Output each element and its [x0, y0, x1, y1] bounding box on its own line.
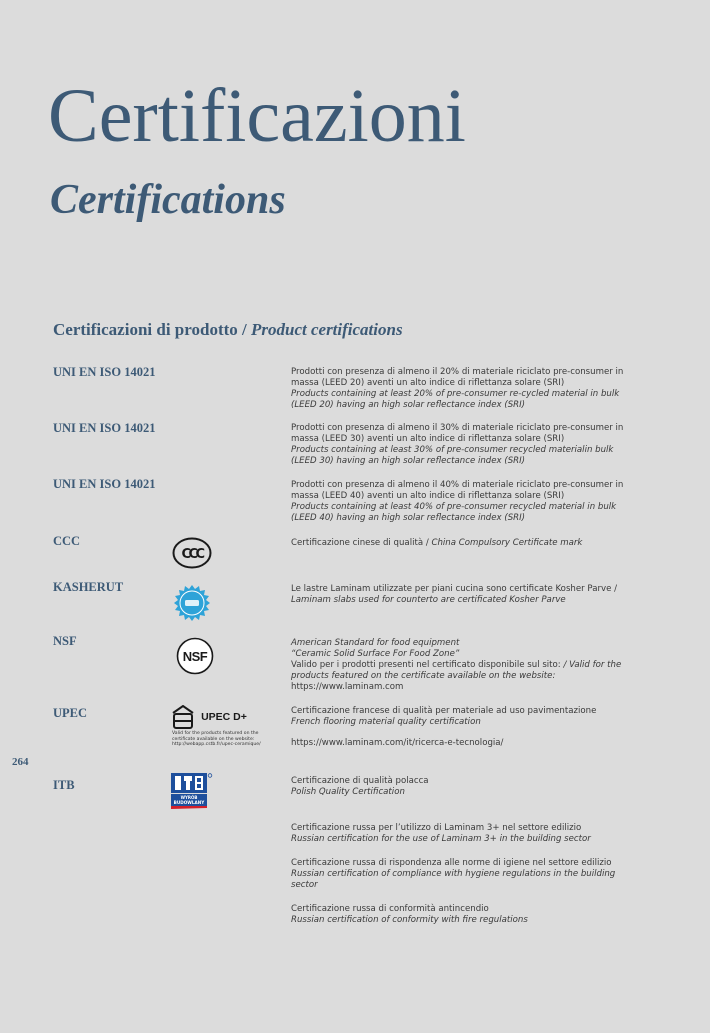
cert-text-it: Certificazione cinese di qualità /: [291, 538, 432, 548]
cert-text-it: Certificazione russa di conformità antincendio: [291, 904, 489, 914]
itb-logo-icon: [171, 773, 213, 809]
cert-text-en: Polish Quality Certification: [291, 787, 405, 797]
cert-text-en: Products containing at least 40% of pre-consumer recycled material in bulk (LEED 40) having an high solar reflectance index (SRI): [291, 502, 617, 523]
nsf-logo-text: NSF: [182, 649, 208, 664]
cert-text-it: Prodotti con presenza di almeno il 20% di materiale riciclato pre-consumer in massa (LEED 20) aventi un alto indice di riflettanza solare (SRI): [291, 367, 624, 388]
cert-text-kasherut: [291, 584, 631, 606]
cert-text-en: Products containing at least 30% of pre-consumer recycled materialin bulk (LEED 30) having an high solar reflectance index (SRI): [291, 445, 614, 466]
cert-text-en: French flooring material quality certification: [291, 717, 481, 727]
cert-label-ccc: CCC: [53, 534, 81, 548]
section-heading-en: Product certifications: [251, 320, 403, 339]
cert-text-iso-30: [291, 423, 631, 467]
cert-text-en-valid: / Valid for the products featured on the certificate available on the website:: [291, 660, 622, 681]
upec-logo-caption: [172, 731, 282, 748]
ccc-logo-text: CCC: [181, 547, 203, 562]
cert-text-russian-hygiene: [291, 858, 631, 891]
cert-text-russian-fire: [291, 904, 631, 926]
upec-logo-text: UPEC D+: [201, 711, 247, 723]
cert-text-it: Valido per i prodotti presenti nel certificato disponibile sul sito:: [291, 660, 564, 670]
upec-caption-line: certificate available on the website:: [172, 736, 255, 742]
cert-text-upec: [291, 706, 631, 749]
cert-text-en: Russian certification of compliance with hygiene regulations in the building sector: [291, 869, 616, 890]
cert-text-iso-40: [291, 480, 631, 524]
cert-text-en: Russian certification for the use of Laminam 3+ in the building sector: [291, 834, 591, 844]
itb-logo-line1: WYRÓB: [180, 795, 198, 800]
cert-text-russian-building: [291, 823, 631, 845]
cert-text-nsf: [291, 638, 631, 693]
cert-text-en: American Standard for food equipment: [291, 638, 460, 648]
cert-text-it: Prodotti con presenza di almeno il 40% di materiale riciclato pre-consumer in massa (LEED 40) aventi un alto indice di riflettanza solare (SRI): [291, 480, 624, 501]
cert-label-nsf: NSF: [53, 634, 77, 648]
upec-url-link[interactable]: https://www.laminam.com/it/ricerca-e-tecnologia/: [291, 738, 504, 748]
kosher-seal-icon: [172, 583, 212, 623]
upec-caption-url[interactable]: http://webapp.cstb.fr/upec-ceramique/: [172, 742, 261, 747]
qb-logo-icon: [172, 705, 194, 729]
cert-label-upec: UPEC: [53, 706, 88, 720]
nsf-url-link[interactable]: https://www.laminam.com: [291, 682, 404, 692]
cert-text-iso-20: [291, 367, 631, 411]
upec-caption-line: Valid for the products featured on the: [172, 731, 259, 736]
cert-text-it: Le lastre Laminam utilizzate per piani cucina sono certificate Kosher Parve /: [291, 584, 618, 594]
page-title: Certificazioni: [48, 74, 466, 158]
cert-label-kasherut: KASHERUT: [53, 580, 124, 594]
ccc-logo-icon: [172, 537, 212, 569]
cert-text-it: Certificazione francese di qualità per materiale ad uso pavimentazione: [291, 706, 597, 716]
itb-logo-line2: BUDOWLANY: [173, 800, 205, 805]
cert-text-en: China Compulsory Certificate mark: [431, 538, 583, 548]
upec-logo: [172, 705, 282, 748]
section-heading: [53, 320, 403, 340]
cert-text-en: Russian certification of conformity with fire regulations: [291, 915, 528, 925]
page-subtitle: Certifications: [50, 177, 286, 223]
cert-text-it: Certificazione russa per l’utilizzo di Laminam 3+ nel settore edilizio: [291, 823, 582, 833]
cert-label-itb: ITB: [53, 778, 75, 792]
section-heading-it: Certificazioni di prodotto /: [53, 320, 251, 339]
cert-label-iso-30: UNI EN ISO 14021: [53, 421, 156, 435]
nsf-logo-icon: [176, 637, 214, 675]
cert-text-en: Products containing at least 20% of pre-consumer re-cycled material in bulk (LEED 20) having an high solar reflectance index (SRI): [291, 389, 620, 410]
cert-text-en: Laminam slabs used for counterto are certificated Kosher Parve: [291, 595, 566, 605]
cert-text-ccc: [291, 538, 631, 549]
page-number: 264: [12, 756, 29, 768]
cert-text-en-quote: “Ceramic Solid Surface For Food Zone”: [291, 649, 460, 659]
cert-text-it: Certificazione di qualità polacca: [291, 776, 429, 786]
cert-text-it: Certificazione russa di rispondenza alle norme di igiene nel settore edilizio: [291, 858, 612, 868]
cert-label-iso-20: UNI EN ISO 14021: [53, 365, 156, 379]
cert-text-it: Prodotti con presenza di almeno il 30% di materiale riciclato pre-consumer in massa (LEED 30) aventi un alto indice di riflettanza solare (SRI): [291, 423, 624, 444]
cert-label-iso-40: UNI EN ISO 14021: [53, 477, 156, 491]
cert-text-itb: [291, 776, 631, 798]
